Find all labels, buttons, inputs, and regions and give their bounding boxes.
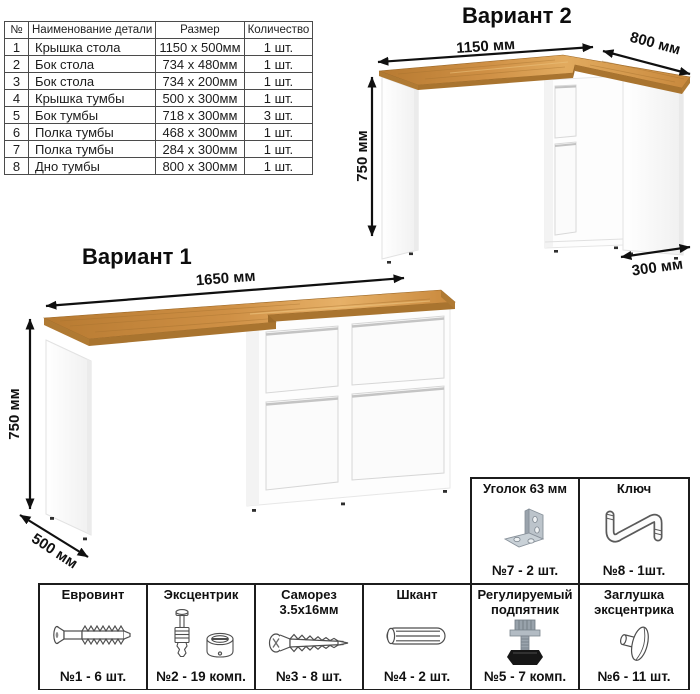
hardware-item-wood-screw: [256, 585, 364, 689]
hardware-item-count: №3 - 8 шт.: [275, 669, 343, 685]
table-row: 4 Крышка тумбы 500 x 300мм 1 шт.: [5, 90, 313, 107]
hardware-item-corner-bracket: [472, 479, 580, 583]
wood-screw-icon: [263, 617, 355, 669]
variant2-desk-drawing: [340, 24, 700, 290]
col-header-number: №: [5, 22, 29, 39]
hardware-item-hex-key: [580, 479, 688, 583]
corner-bracket-icon: [489, 497, 561, 563]
hardware-item-title: Заглушка эксцентрика: [594, 587, 674, 617]
shelf-unit: [247, 304, 450, 512]
table-row: 7 Полка тумбы 284 x 300мм 1 шт.: [5, 141, 313, 158]
col-header-qty: Количество: [244, 22, 313, 39]
dim-label-depth: 500 мм: [28, 530, 81, 573]
variant2-title: Вариант 2: [462, 3, 572, 28]
desk-return-panel: [623, 77, 683, 260]
confirmat-screw-icon: [47, 603, 139, 670]
hardware-item-count: №1 - 6 шт.: [59, 669, 127, 685]
dim-label-depth: 800 мм: [628, 28, 683, 59]
hardware-item-dowel: [364, 585, 472, 689]
cam-cap-icon: [605, 617, 663, 669]
variant1-desk-drawing: [0, 262, 465, 592]
variant1-title: Вариант 1: [82, 244, 192, 269]
dim-label-side: 300 мм: [630, 255, 685, 280]
hardware-item-count: №5 - 7 комп.: [483, 669, 567, 685]
hardware-item-count: №2 - 19 комп.: [156, 669, 246, 685]
table-row: 5 Бок тумбы 718 x 300мм 3 шт.: [5, 107, 313, 124]
cam-lock-icon: [158, 603, 244, 670]
dim-label-height: 750 мм: [354, 130, 371, 182]
dim-label-width: 1650 мм: [195, 267, 257, 290]
hardware-item-title: Шкант: [396, 587, 438, 602]
table-row: 6 Полка тумбы 468 x 300мм 1 шт.: [5, 124, 313, 141]
hardware-box-bottom: [38, 583, 690, 690]
hardware-item-count: №8 - 1шт.: [602, 563, 666, 578]
dowel-icon: [374, 603, 460, 670]
hardware-item-title: Уголок 63 мм: [483, 481, 567, 496]
dim-label-height: 750 мм: [6, 388, 23, 440]
adjustable-foot-icon: [492, 617, 558, 669]
hardware-item-title: Эксцентрик: [163, 587, 239, 602]
table-row: 8 Дно тумбы 800 x 300мм 1 шт.: [5, 158, 313, 175]
table-row: 3 Бок стола 734 x 200мм 1 шт.: [5, 73, 313, 90]
hardware-item-cam-lock: [148, 585, 256, 689]
hardware-box-top: [470, 477, 690, 585]
desk-side-panel: [46, 340, 91, 540]
hardware-item-title: Евровинт: [61, 587, 125, 602]
shelf-unit: [545, 76, 623, 253]
hardware-item-adjustable-foot: [472, 585, 580, 689]
col-header-size: Размер: [156, 22, 244, 39]
hardware-item-count: №4 - 2 шт.: [383, 669, 451, 685]
hardware-item-cam-cap: [580, 585, 688, 689]
parts-table: [4, 21, 313, 175]
hex-key-icon: [592, 497, 676, 563]
hardware-item-title: Регулируемый подпятник: [477, 587, 573, 617]
hardware-item-title: Ключ: [616, 481, 652, 496]
hardware-item-title: Саморез 3.5x16мм: [279, 587, 339, 617]
col-header-name: Наименование детали: [29, 22, 156, 39]
dim-label-width: 1150 мм: [455, 35, 516, 58]
table-row: 2 Бок стола 734 x 480мм 1 шт.: [5, 56, 313, 73]
hardware-item-count: №7 - 2 шт.: [491, 563, 559, 578]
table-row: 1 Крышка стола 1150 x 500мм 1 шт.: [5, 39, 313, 56]
parts-table-header-row: [5, 22, 313, 39]
desk-side-panel: [382, 77, 418, 264]
hardware-item-count: №6 - 11 шт.: [597, 669, 671, 685]
hardware-item-confirmat: [40, 585, 148, 689]
